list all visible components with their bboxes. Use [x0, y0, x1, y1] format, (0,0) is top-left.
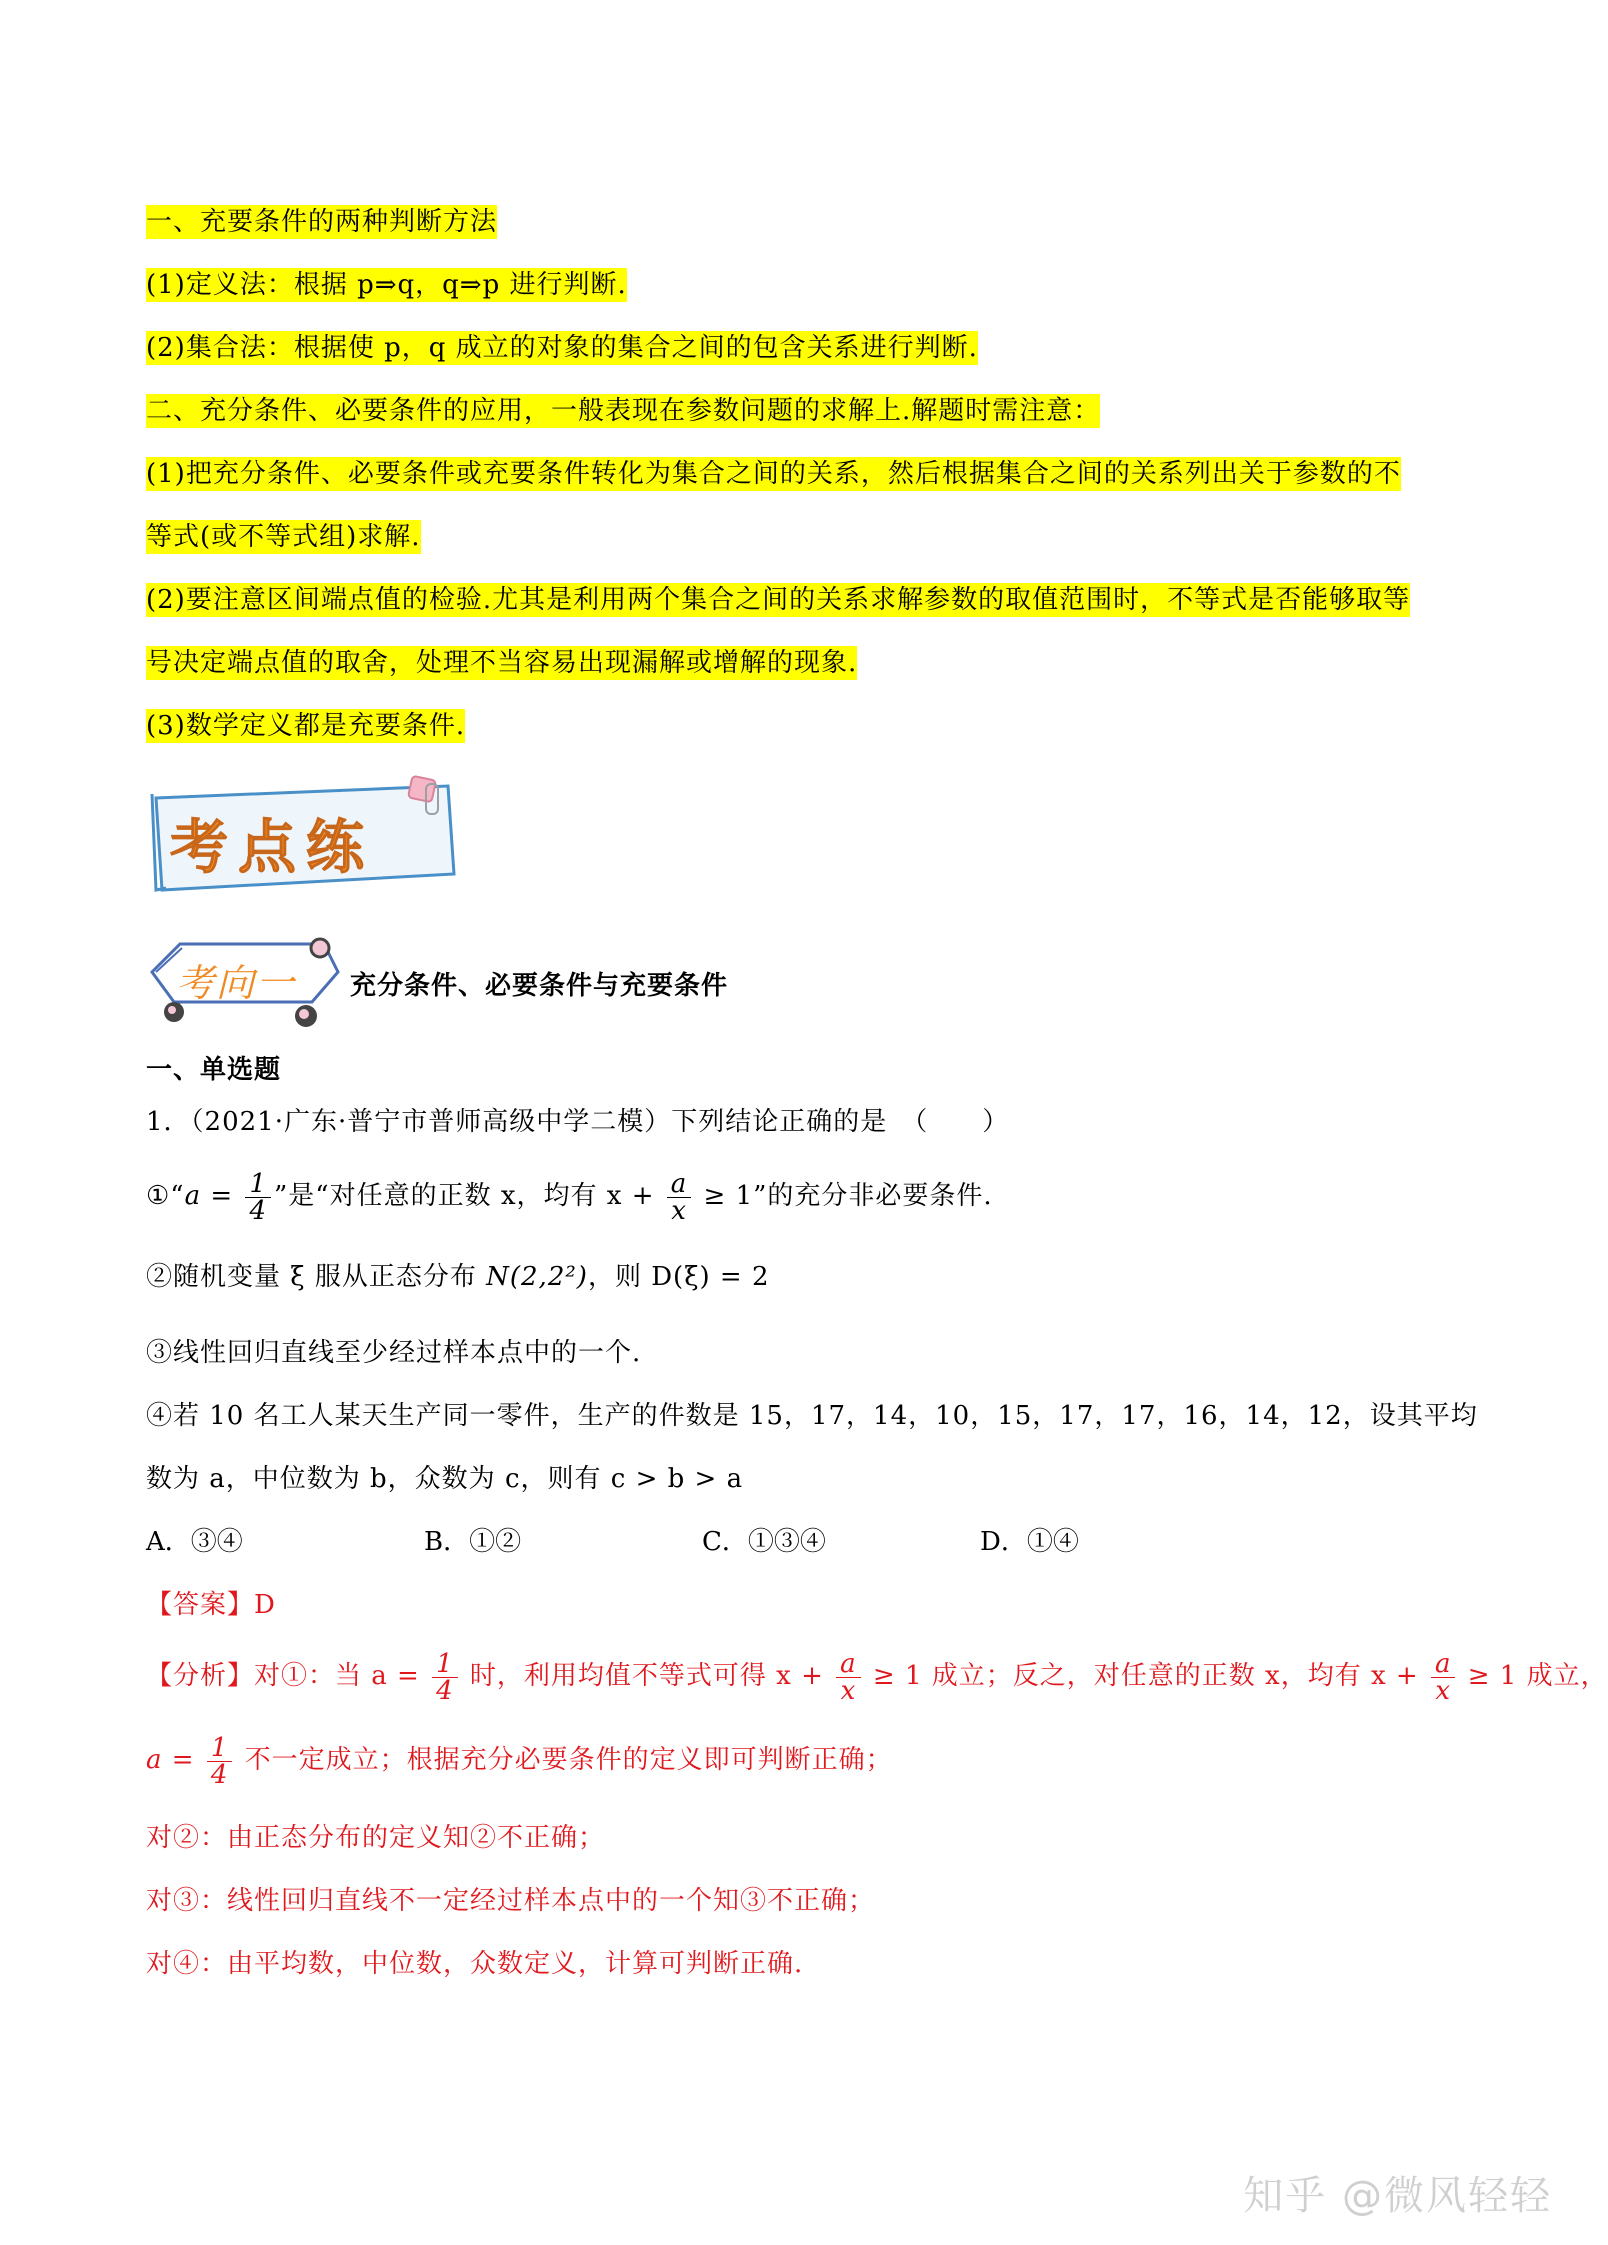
fraction-a-over-x: $\frac{a}{x}$ [667, 1171, 692, 1224]
note-heading-2: 二、充分条件、必要条件的应用，一般表现在参数问题的求解上.解题时需注意： [146, 396, 1101, 426]
note-item-4a: (2)要注意区间端点值的检验.尤其是利用两个集合之间的关系求解参数的取值范围时，不等式是否能够取等 [146, 585, 1411, 615]
option-d[interactable]: D．①④ [980, 1527, 1079, 1557]
note-heading-1: 一、充要条件的两种判断方法 [146, 207, 498, 237]
analysis-line-5: 对④：由平均数，中位数，众数定义，计算可判断正确. [146, 1949, 804, 1979]
analysis-line-2: a = $\frac{1}{4}$ 不一定成立；根据充分必要条件的定义即可判断正确； [146, 1732, 893, 1790]
option-b[interactable]: B．①② [424, 1527, 522, 1557]
fraction-one-quarter: $\frac{1}{4}$ [245, 1171, 271, 1224]
analysis-line-1: 【分析】对①：当 a = $\frac{1}{4}$ 时，利用均值不等式可得 x + $\frac{a}{x}$ ≥ 1 成立；反之，对任意的正数 x，均有 x + $\frac{a}{x}$ ≥ 1 成立， [146, 1648, 1608, 1706]
statement-2: ②随机变量 ξ 服从正态分布 N(2,2²)，则 D(ξ) = 2 [146, 1262, 770, 1292]
statement-3: ③线性回归直线至少经过样本点中的一个. [146, 1338, 642, 1368]
statement-4-line-1: ④若 10 名工人某天生产同一零件，生产的件数是 15，17，14，10，15，17，17，16，14，12，设其平均 [146, 1401, 1478, 1431]
statement-1: ①“a = $\frac{1}{4}$ ”是“对任意的正数 x，均有 x + $\frac{a}{x}$ ≥ 1”的充分非必要条件. [146, 1168, 993, 1226]
note-item-2: (2)集合法：根据使 p，q 成立的对象的集合之间的包含关系进行判断. [146, 333, 978, 363]
section-title: 一、单选题 [146, 1055, 282, 1085]
topic-badge-label: 考向一 [176, 961, 297, 1005]
note-item-1: (1)定义法：根据 p⇒q，q⇒p 进行判断. [146, 270, 627, 300]
question-stem: 1．（2021·广东·普宁市普师高级中学二模）下列结论正确的是 （ ） [146, 1107, 1010, 1137]
topic-title: 充分条件、必要条件与充要条件 [350, 971, 729, 1001]
answer-label: 【答案】D [146, 1590, 276, 1620]
fraction-one-quarter: $\frac{1}{4}$ [432, 1651, 458, 1704]
statement-4-line-2: 数为 a，中位数为 b，众数为 c，则有 c > b > a [146, 1464, 744, 1494]
topic-badge [146, 930, 346, 1030]
section-banner [148, 778, 488, 898]
fraction-one-quarter: $\frac{1}{4}$ [207, 1735, 233, 1788]
note-item-4b: 号决定端点值的取舍，处理不当容易出现漏解或增解的现象. [146, 648, 858, 678]
analysis-line-4: 对③：线性回归直线不一定经过样本点中的一个知③不正确； [146, 1886, 876, 1916]
fraction-a-over-x: $\frac{a}{x}$ [1431, 1651, 1456, 1704]
banner-title: 考点练 [170, 813, 375, 881]
note-item-3b: 等式(或不等式组)求解. [146, 522, 421, 552]
analysis-line-3: 对②：由正态分布的定义知②不正确； [146, 1823, 606, 1853]
option-c[interactable]: C．①③④ [702, 1527, 826, 1557]
note-item-5: (3)数学定义都是充要条件. [146, 711, 466, 741]
watermark: 知乎 @微风轻轻 [1243, 2173, 1552, 2219]
fraction-a-over-x: $\frac{a}{x}$ [836, 1651, 861, 1704]
option-a[interactable]: A．③④ [146, 1527, 243, 1557]
note-item-3a: (1)把充分条件、必要条件或充要条件转化为集合之间的关系，然后根据集合之间的关系列出关于参数的不 [146, 459, 1401, 489]
